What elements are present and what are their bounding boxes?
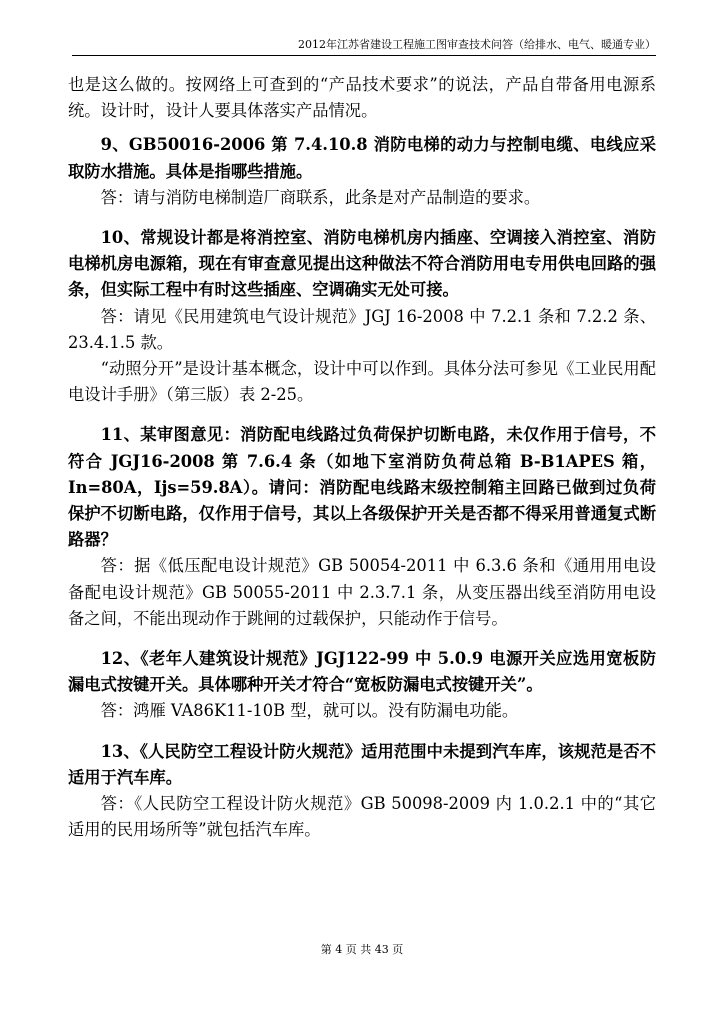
question-11: 11、某审图意见：消防配电线路过负荷保护切断电路，未仅作用于信号，不符合 JGJ16-2008 第 7.6.4 条（如地下室消防负荷总箱 B-B1APES 箱，In=80A，Ijs=59.8A）。请问：消防配电线路末级控制箱主回路已做到过负荷保护不切断电路，仅作用于信号，其以上各级保护开关是否都不得采用普通复式断路器？ [68, 425, 656, 550]
question-10: 10、常规设计都是将消控室、消防电梯机房内插座、空调接入消控室、消防电梯机房电源箱，现在有审查意见提出这种做法不符合消防用电专用供电回路的强条，但实际工程中有时这些插座、空调确实无处可接。 [68, 228, 656, 300]
answer-11: 答：据《低压配电设计规范》GB 50054-2011 中 6.3.6 条和《通用用电设备配电设计规范》GB 50055-2011 中 2.3.7.1 条，从变压器出线至消防用电设备之间，不能出现动作于跳闸的过载保护，只能动作于信号。 [68, 556, 656, 628]
answer-12: 答：鸿雁 VA86K11-10B 型，就可以。没有防漏电功能。 [100, 701, 519, 721]
page-content [68, 72, 656, 843]
answer-10-continued: “动照分开”是设计基本概念，设计中可以作到。具体分法可参见《工业民用配电设计手册》（第三版）表 2-25。 [68, 359, 656, 405]
question-9: 9、GB50016-2006 第 7.4.10.8 消防电梯的动力与控制电缆、电线应采取防水措施。具体是指哪些措施。 [68, 135, 656, 181]
question-12: 12、《老年人建筑设计规范》JGJ122-99 中 5.0.9 电源开关应选用宽板防漏电式按键开关。具体哪种开关才符合“宽板防漏电式按键开关”。 [68, 649, 656, 695]
answer-13: 答：《人民防空工程设计防火规范》GB 50098-2009 内 1.0.2.1 中的“其它适用的民用场所等”就包括汽车库。 [68, 794, 656, 840]
answer-9: 答：请与消防电梯制造厂商联系，此条是对产品制造的要求。 [100, 187, 541, 207]
page-header: 2012年江苏省建设工程施工图审查技术问答（给排水、电气、暖通专业） [72, 38, 656, 56]
continued-paragraph: 也是这么做的。按网络上可查到的“产品技术要求”的说法，产品自带备用电源系统。设计时，设计人要具体落实产品情况。 [68, 75, 656, 121]
question-13: 13、《人民防空工程设计防火规范》适用范围中未提到汽车库，该规范是否不适用于汽车库。 [68, 741, 656, 787]
page-footer: 第 4 页 共 43 页 [320, 943, 404, 956]
answer-10: 答：请见《民用建筑电气设计规范》JGJ 16-2008 中 7.2.1 条和 7.2.2 条、23.4.1.5 款。 [68, 306, 656, 352]
